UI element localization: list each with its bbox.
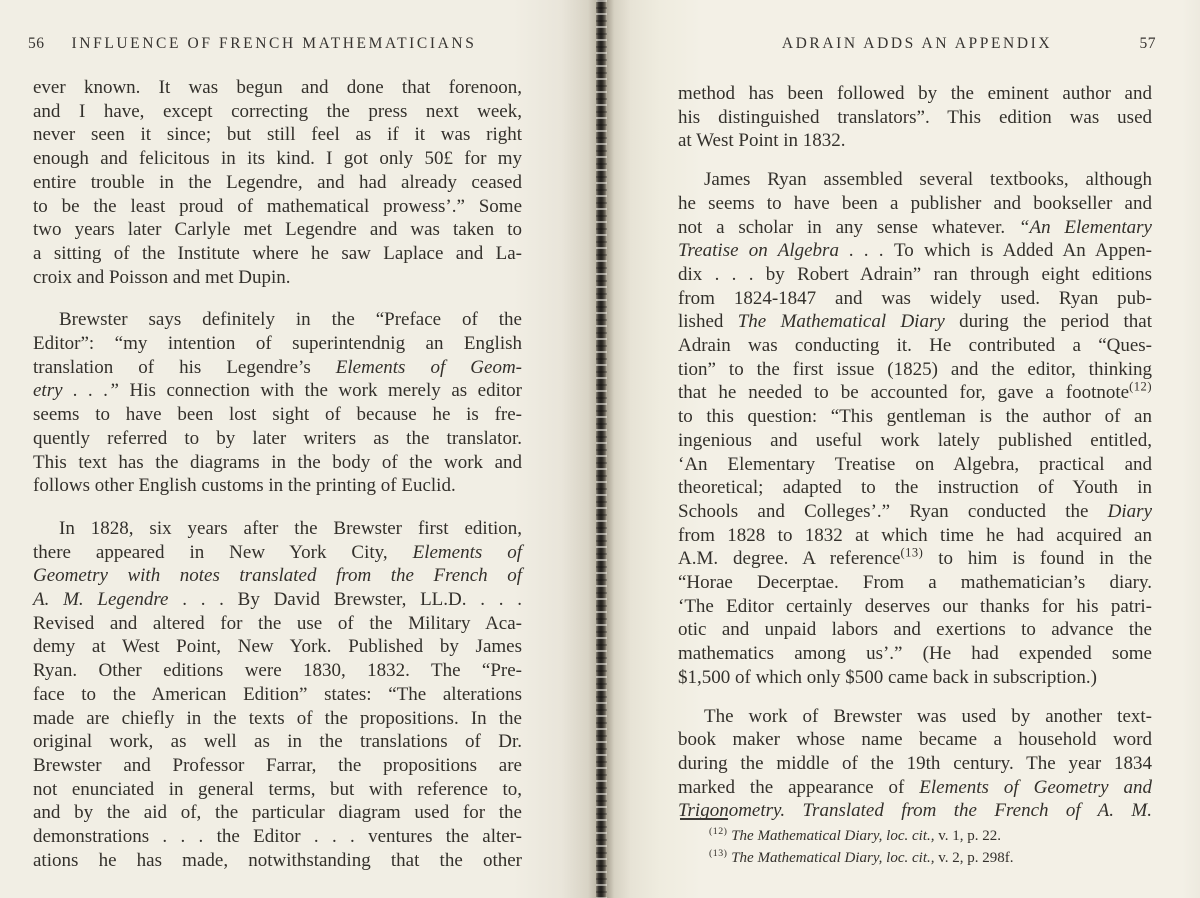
text-segment: translation of his Legendre’s (33, 356, 336, 378)
text-segment: To which is Added An Appen- (884, 240, 1152, 262)
text-line (678, 547, 1152, 571)
text-line (678, 263, 1152, 287)
left-header-title: INFLUENCE OF FRENCH MATHEMATICIANS (71, 35, 477, 52)
text-line (678, 571, 1152, 595)
text-segment: Treatise on Algebra . . . (678, 240, 885, 262)
paragraph (33, 76, 522, 289)
text-segment: ations he has made, notwithstanding that the other (33, 849, 522, 871)
book-gutter-binding (596, 0, 607, 898)
text-segment: Elements of Geom- (335, 356, 522, 378)
text-line (33, 379, 522, 403)
text-line (678, 129, 1152, 153)
left-running-header (28, 35, 520, 55)
text-line (678, 476, 1152, 500)
text-line (678, 666, 1152, 690)
text-segment: demy at West Point, New York. Published by James (33, 636, 522, 658)
text-segment: A. M. Legendre (33, 589, 169, 611)
text-segment: Diary (1107, 500, 1152, 522)
text-segment: to be the least proud of mathematical prowess’.” Some (33, 195, 522, 217)
text-line (33, 356, 522, 380)
text-line (33, 451, 522, 475)
text-line (33, 147, 522, 171)
text-segment: two years later Carlyle met Legendre and was taken to (33, 219, 522, 241)
text-segment: from 1828 to 1832 at which time he had acquired an (678, 524, 1152, 546)
text-segment: The Mathematical Diary (737, 311, 945, 333)
right-running-header (678, 35, 1156, 55)
text-segment: Brewster says definitely in the “Preface of the (59, 309, 522, 331)
text-line (33, 801, 522, 825)
footnote-rule (680, 818, 728, 820)
text-segment: Geometry with notes translated from the French of (33, 565, 522, 587)
text-line (33, 474, 522, 498)
text-line (33, 778, 522, 802)
text-segment: theoretical; adapted to the instruction of Youth in (678, 477, 1152, 499)
text-line (33, 123, 522, 147)
text-segment: Schools and Colleges’.” Ryan conducted the (678, 500, 1108, 522)
text-line (678, 192, 1152, 216)
text-line (678, 453, 1152, 477)
text-line (33, 76, 522, 100)
text-line (678, 429, 1152, 453)
text-segment: follows other English customs in the printing of Euclid. (33, 475, 456, 497)
text-segment: and by the aid of, the particular diagram used for the (33, 802, 522, 824)
text-segment: “An Elementary (1018, 216, 1152, 238)
text-line (33, 403, 522, 427)
footnote (678, 847, 1152, 869)
footnote-list (678, 825, 1152, 869)
text-line (678, 82, 1152, 106)
text-line (678, 595, 1152, 619)
text-segment: dix . . . by Robert Adrain” ran through eight editions (678, 263, 1152, 285)
text-segment: ever known. It was begun and done that forenoon, (33, 77, 522, 98)
text-segment: not enunciated in general terms, but with reference to, (33, 778, 522, 800)
text-segment: Adrain was conducting it. He contributed a “Ques- (678, 335, 1152, 357)
text-line (33, 659, 522, 683)
text-segment: lished (678, 311, 738, 333)
text-segment: The work of Brewster was used by another text- (704, 705, 1152, 727)
text-segment: The Mathematical Diary, loc. cit., (731, 850, 935, 866)
text-line (678, 168, 1152, 192)
footnote-marker: (12) (709, 826, 728, 837)
text-line (678, 618, 1152, 642)
text-line (33, 635, 522, 659)
text-segment: marked the appearance of (678, 776, 920, 798)
text-segment: at West Point in 1832. (678, 130, 846, 152)
text-segment: his distinguished translators”. This edition was used (678, 106, 1152, 128)
text-line (33, 683, 522, 707)
text-segment: not a scholar in any sense whatever. (678, 216, 1019, 238)
text-line (678, 287, 1152, 311)
text-segment: Revised and altered for the use of the Military Aca- (33, 612, 522, 634)
text-line (678, 728, 1152, 752)
text-line (33, 100, 522, 124)
text-segment: there appeared in New York City, (33, 541, 413, 563)
footnote-marker: (13) (900, 546, 924, 561)
text-segment: “Horae Decerptae. From a mathematician’s diary. (678, 572, 1152, 594)
text-segment: never seen it since; but still feel as if it was right (33, 124, 522, 146)
text-segment: . . . By David Brewster, LL.D. . . . (168, 589, 522, 611)
paragraph (678, 82, 1152, 153)
paragraph (678, 705, 1152, 824)
text-line (33, 266, 522, 290)
text-line (33, 825, 522, 849)
text-line (678, 752, 1152, 776)
text-line (678, 642, 1152, 666)
text-line (33, 517, 522, 541)
footnotes-section (678, 818, 1152, 869)
text-line (678, 334, 1152, 358)
text-segment: Elements of (412, 541, 522, 563)
text-segment: v. 2, p. 298f. (934, 850, 1014, 866)
text-line (678, 106, 1152, 130)
text-segment: a sitting of the Institute where he saw Laplace and La- (33, 242, 522, 264)
text-segment: Trigonometry. Translated from the French of A. M. (678, 800, 1152, 822)
text-segment: Brewster and Professor Farrar, the propositions are (33, 754, 522, 776)
text-segment: mathematics among us’.” (He had expended some (678, 643, 1152, 665)
text-segment: seems to have been lost sight of because he is fre- (33, 404, 522, 426)
text-segment: quently referred to by later writers as the translator. (33, 427, 522, 449)
text-segment: In 1828, six years after the Brewster first edition, (59, 517, 522, 539)
right-page-number: 57 (1139, 35, 1156, 52)
text-segment: face to the American Edition” states: “The alterations (33, 683, 522, 705)
text-line (678, 405, 1152, 429)
text-segment: and I have, except correcting the press next week, (33, 100, 522, 122)
text-segment: enough and felicitous in its kind. I got only 50£ for my (33, 148, 522, 170)
text-segment: Ryan. Other editions were 1830, 1832. The “Pre- (33, 660, 522, 682)
text-segment: demonstrations . . . the Editor . . . ventures the alter- (33, 826, 522, 848)
text-line (33, 730, 522, 754)
text-segment: Elements of Geometry and (919, 776, 1152, 798)
text-line (678, 524, 1152, 548)
text-segment: tion” to the first issue (1825) and the editor, thinking (678, 358, 1152, 380)
text-line (33, 195, 522, 219)
text-line (678, 216, 1152, 240)
text-segment: entire trouble in the Legendre, and had already ceased (33, 171, 522, 193)
text-line (33, 308, 522, 332)
text-segment: ‘The Editor certainly deserves our thanks for his patri- (678, 595, 1152, 617)
text-segment: to this question: “This gentleman is the author of an (678, 406, 1152, 428)
text-segment: This text has the diagrams in the body of the work and (33, 451, 522, 473)
text-segment: method has been followed by the eminent author and (678, 83, 1152, 104)
text-segment: ingenious and useful work lately published entitled, (678, 429, 1152, 451)
text-line (678, 239, 1152, 263)
text-line (33, 588, 522, 612)
text-line (33, 242, 522, 266)
left-page-body (33, 76, 522, 873)
text-line (678, 310, 1152, 334)
paragraph (33, 308, 522, 498)
text-line (678, 776, 1152, 800)
text-segment: book maker whose name became a household word (678, 729, 1152, 751)
paragraph (678, 168, 1152, 689)
text-segment: during the period that (944, 311, 1152, 333)
right-header-title: ADRAIN ADDS AN APPENDIX (781, 35, 1053, 52)
text-segment: to him is found in the (923, 548, 1152, 570)
text-line (678, 500, 1152, 524)
text-segment: ‘An Elementary Treatise on Algebra, practical and (678, 453, 1152, 475)
text-line (33, 218, 522, 242)
text-segment: etry . . .” (33, 380, 119, 402)
text-line (33, 171, 522, 195)
text-segment: croix and Poisson and met Dupin. (33, 266, 291, 288)
text-segment: v. 1, p. 22. (934, 828, 1002, 844)
text-segment: made are chiefly in the texts of the propositions. In the (33, 707, 522, 729)
paragraph (33, 517, 522, 873)
text-line (33, 612, 522, 636)
text-segment: James Ryan assembled several textbooks, although (704, 169, 1152, 191)
text-line (678, 381, 1152, 405)
text-line (33, 332, 522, 356)
text-segment: during the middle of the 19th century. The year 1834 (678, 752, 1152, 774)
text-line (33, 564, 522, 588)
text-line (33, 849, 522, 873)
text-line (33, 541, 522, 565)
text-segment: A.M. degree. A reference (678, 548, 901, 570)
left-page-number: 56 (28, 35, 45, 52)
text-line (33, 707, 522, 731)
text-segment: Editor”: “my intention of superintendnig an English (33, 333, 522, 355)
right-page (607, 0, 1200, 898)
text-segment: original work, as well as in the translations of Dr. (33, 731, 522, 753)
text-segment: he seems to have been a publisher and bookseller and (678, 192, 1152, 214)
footnote (678, 825, 1152, 847)
text-segment: $1,500 of which only $500 came back in subscription.) (678, 666, 1097, 688)
right-page-body (678, 82, 1152, 823)
text-line (33, 427, 522, 451)
text-segment: that he needed to be accounted for, gave a footnote (678, 382, 1130, 404)
text-segment: otic and unpaid labors and exertions to advance the (678, 619, 1152, 641)
text-segment: His connection with the work merely as editor (118, 380, 522, 402)
text-line (678, 705, 1152, 729)
text-segment: The Mathematical Diary, loc. cit., (731, 828, 935, 844)
footnote-marker: (12) (1129, 380, 1152, 395)
text-line (33, 754, 522, 778)
footnote-marker: (13) (709, 848, 728, 859)
text-line (678, 358, 1152, 382)
left-page (0, 0, 597, 898)
text-segment: from 1824-1847 and was widely used. Ryan pub- (678, 287, 1152, 309)
